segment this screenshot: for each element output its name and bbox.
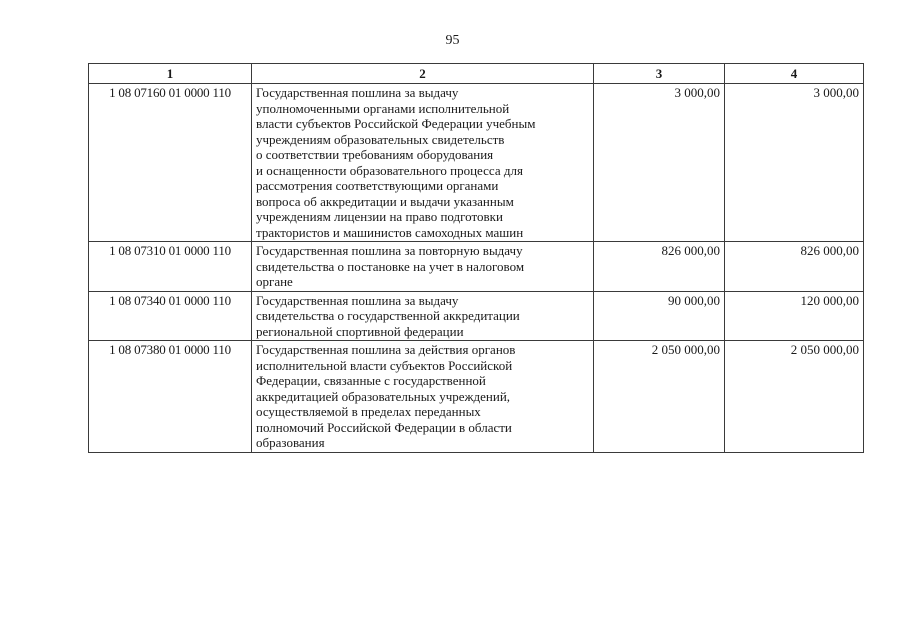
row-value-3: 826 000,00 (594, 242, 725, 292)
row-code: 1 08 07380 01 0000 110 (89, 341, 252, 453)
row-code: 1 08 07340 01 0000 110 (89, 291, 252, 341)
row-value-4: 120 000,00 (725, 291, 864, 341)
row-value-3: 3 000,00 (594, 84, 725, 242)
row-value-3: 2 050 000,00 (594, 341, 725, 453)
table-row (89, 291, 864, 341)
page-number: 95 (445, 33, 460, 48)
column-header-1: 1 (89, 64, 252, 84)
row-name: Государственная пошлина за повторную выдачу свидетельства о постановке на учет в налоговом органе (252, 242, 594, 292)
row-name: Государственная пошлина за выдачу свидетельства о государственной аккредитации региональной спортивной федерации (252, 291, 594, 341)
row-code: 1 08 07310 01 0000 110 (89, 242, 252, 292)
table-row (89, 242, 864, 292)
row-value-4: 2 050 000,00 (725, 341, 864, 453)
column-header-3: 3 (594, 64, 725, 84)
row-name: Государственная пошлина за действия органов исполнительной власти субъектов Российской Федерации, связанные с государственной аккредитацией образовательных учреждений, осуществляемой в пределах переданных полномочий Российской Федерации в области образования (252, 341, 594, 453)
table-row (89, 341, 864, 453)
row-value-4: 3 000,00 (725, 84, 864, 242)
column-header-4: 4 (725, 64, 864, 84)
table-row (89, 84, 864, 242)
row-value-4: 826 000,00 (725, 242, 864, 292)
budget-table (88, 63, 864, 453)
column-header-2: 2 (252, 64, 594, 84)
row-code: 1 08 07160 01 0000 110 (89, 84, 252, 242)
row-name: Государственная пошлина за выдачу уполномоченными органами исполнительной власти субъектов Российской Федерации учебным учреждениям образовательных свидетельств о соответствии требованиям оборудования и оснащенности образовательного процесса для рассмотрения соответствующими органами вопроса об аккредитации и выдачи указанным учреждениям лицензии на право подготовки трактористов и машинистов самоходных машин (252, 84, 594, 242)
row-value-3: 90 000,00 (594, 291, 725, 341)
table-header-row (89, 64, 864, 84)
